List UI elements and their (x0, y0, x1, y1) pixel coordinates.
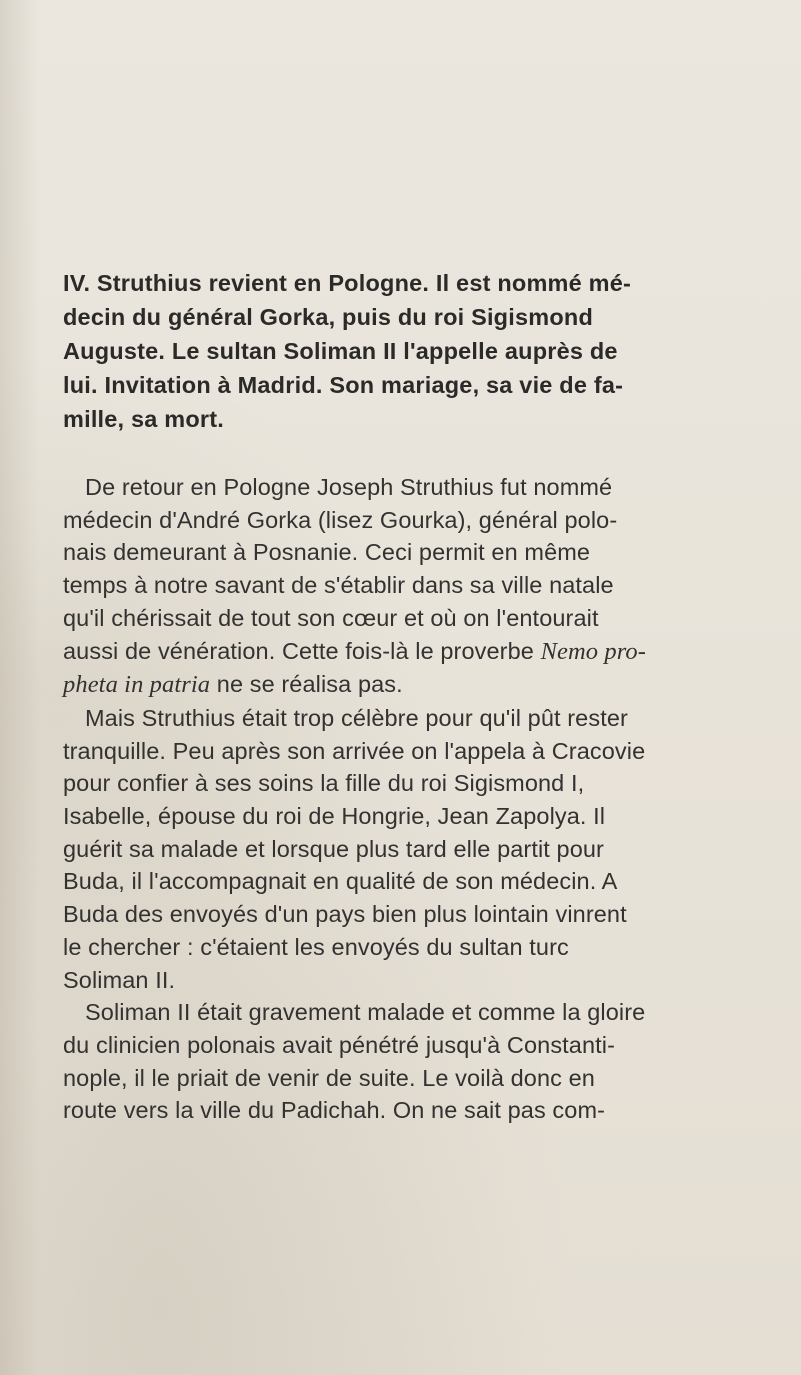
paragraph-1-line: De retour en Pologne Joseph Struthius fut nommé (85, 474, 613, 500)
page-edge-shading (0, 0, 40, 1375)
paragraph-2-line: tranquille. Peu après son arrivée on l'appela à Cracovie (63, 737, 646, 764)
heading-line: IV. Struthius revient en Pologne. Il est nommé mé- (63, 270, 632, 296)
paragraph-2-line: Buda des envoyés d'un pays bien plus lointain vinrent (63, 901, 627, 928)
heading-line: mille, sa mort. (63, 406, 225, 432)
paragraph-3-line: nople, il le priait de venir de suite. Le voilà donc en (63, 1064, 595, 1091)
chapter-heading (63, 266, 763, 436)
paragraph-2-line: Mais Struthius était trop célèbre pour qu'il pût rester (85, 704, 628, 731)
paragraph-3-line: Soliman II était gravement malade et comme la gloire (85, 999, 646, 1026)
body-text (63, 471, 773, 1127)
paragraph-3-line: du clinicien polonais avait pénétré jusqu'à Constanti- (63, 1031, 616, 1058)
plain-text: aussi de vénération. Cette fois-là le proverbe (63, 637, 541, 664)
paragraph-2-line: pour confier à ses soins la fille du roi Sigismond I, (63, 770, 585, 797)
paragraph-2-line: le chercher : c'étaient les envoyés du sultan turc (63, 933, 569, 960)
paragraph-2-line: guérit sa malade et lorsque plus tard elle partit pour (63, 835, 604, 862)
heading-line: decin du général Gorka, puis du roi Sigismond (63, 304, 593, 330)
paragraph-1-line: temps à notre savant de s'établir dans sa ville natale (63, 572, 614, 599)
heading-line: Auguste. Le sultan Soliman II l'appelle auprès de (63, 338, 618, 364)
paragraph-1-line (63, 635, 773, 669)
paragraph-1-line: médecin d'André Gorka (lisez Gourka), général polo- (63, 506, 618, 533)
paragraph-2-line: Isabelle, épouse du roi de Hongrie, Jean Zapolya. Il (63, 803, 606, 830)
heading-line: lui. Invitation à Madrid. Son mariage, sa vie de fa- (63, 372, 624, 398)
plain-text: ne se réalisa pas. (210, 671, 403, 698)
latin-proverb-italic: pheta in patria (63, 671, 211, 699)
paragraph-1-line: qu'il chérissait de tout son cœur et où on l'entourait (63, 604, 599, 631)
latin-proverb-italic: Nemo pro- (540, 637, 647, 665)
paragraph-2-line: Soliman II. (63, 966, 176, 993)
paragraph-1-line: nais demeurant à Posnanie. Ceci permit en même (63, 539, 591, 566)
paragraph-1-line (63, 668, 773, 702)
paragraph-3-line: route vers la ville du Padichah. On ne sait pas com- (63, 1097, 606, 1124)
paragraph-2-line: Buda, il l'accompagnait en qualité de son médecin. A (63, 868, 618, 895)
